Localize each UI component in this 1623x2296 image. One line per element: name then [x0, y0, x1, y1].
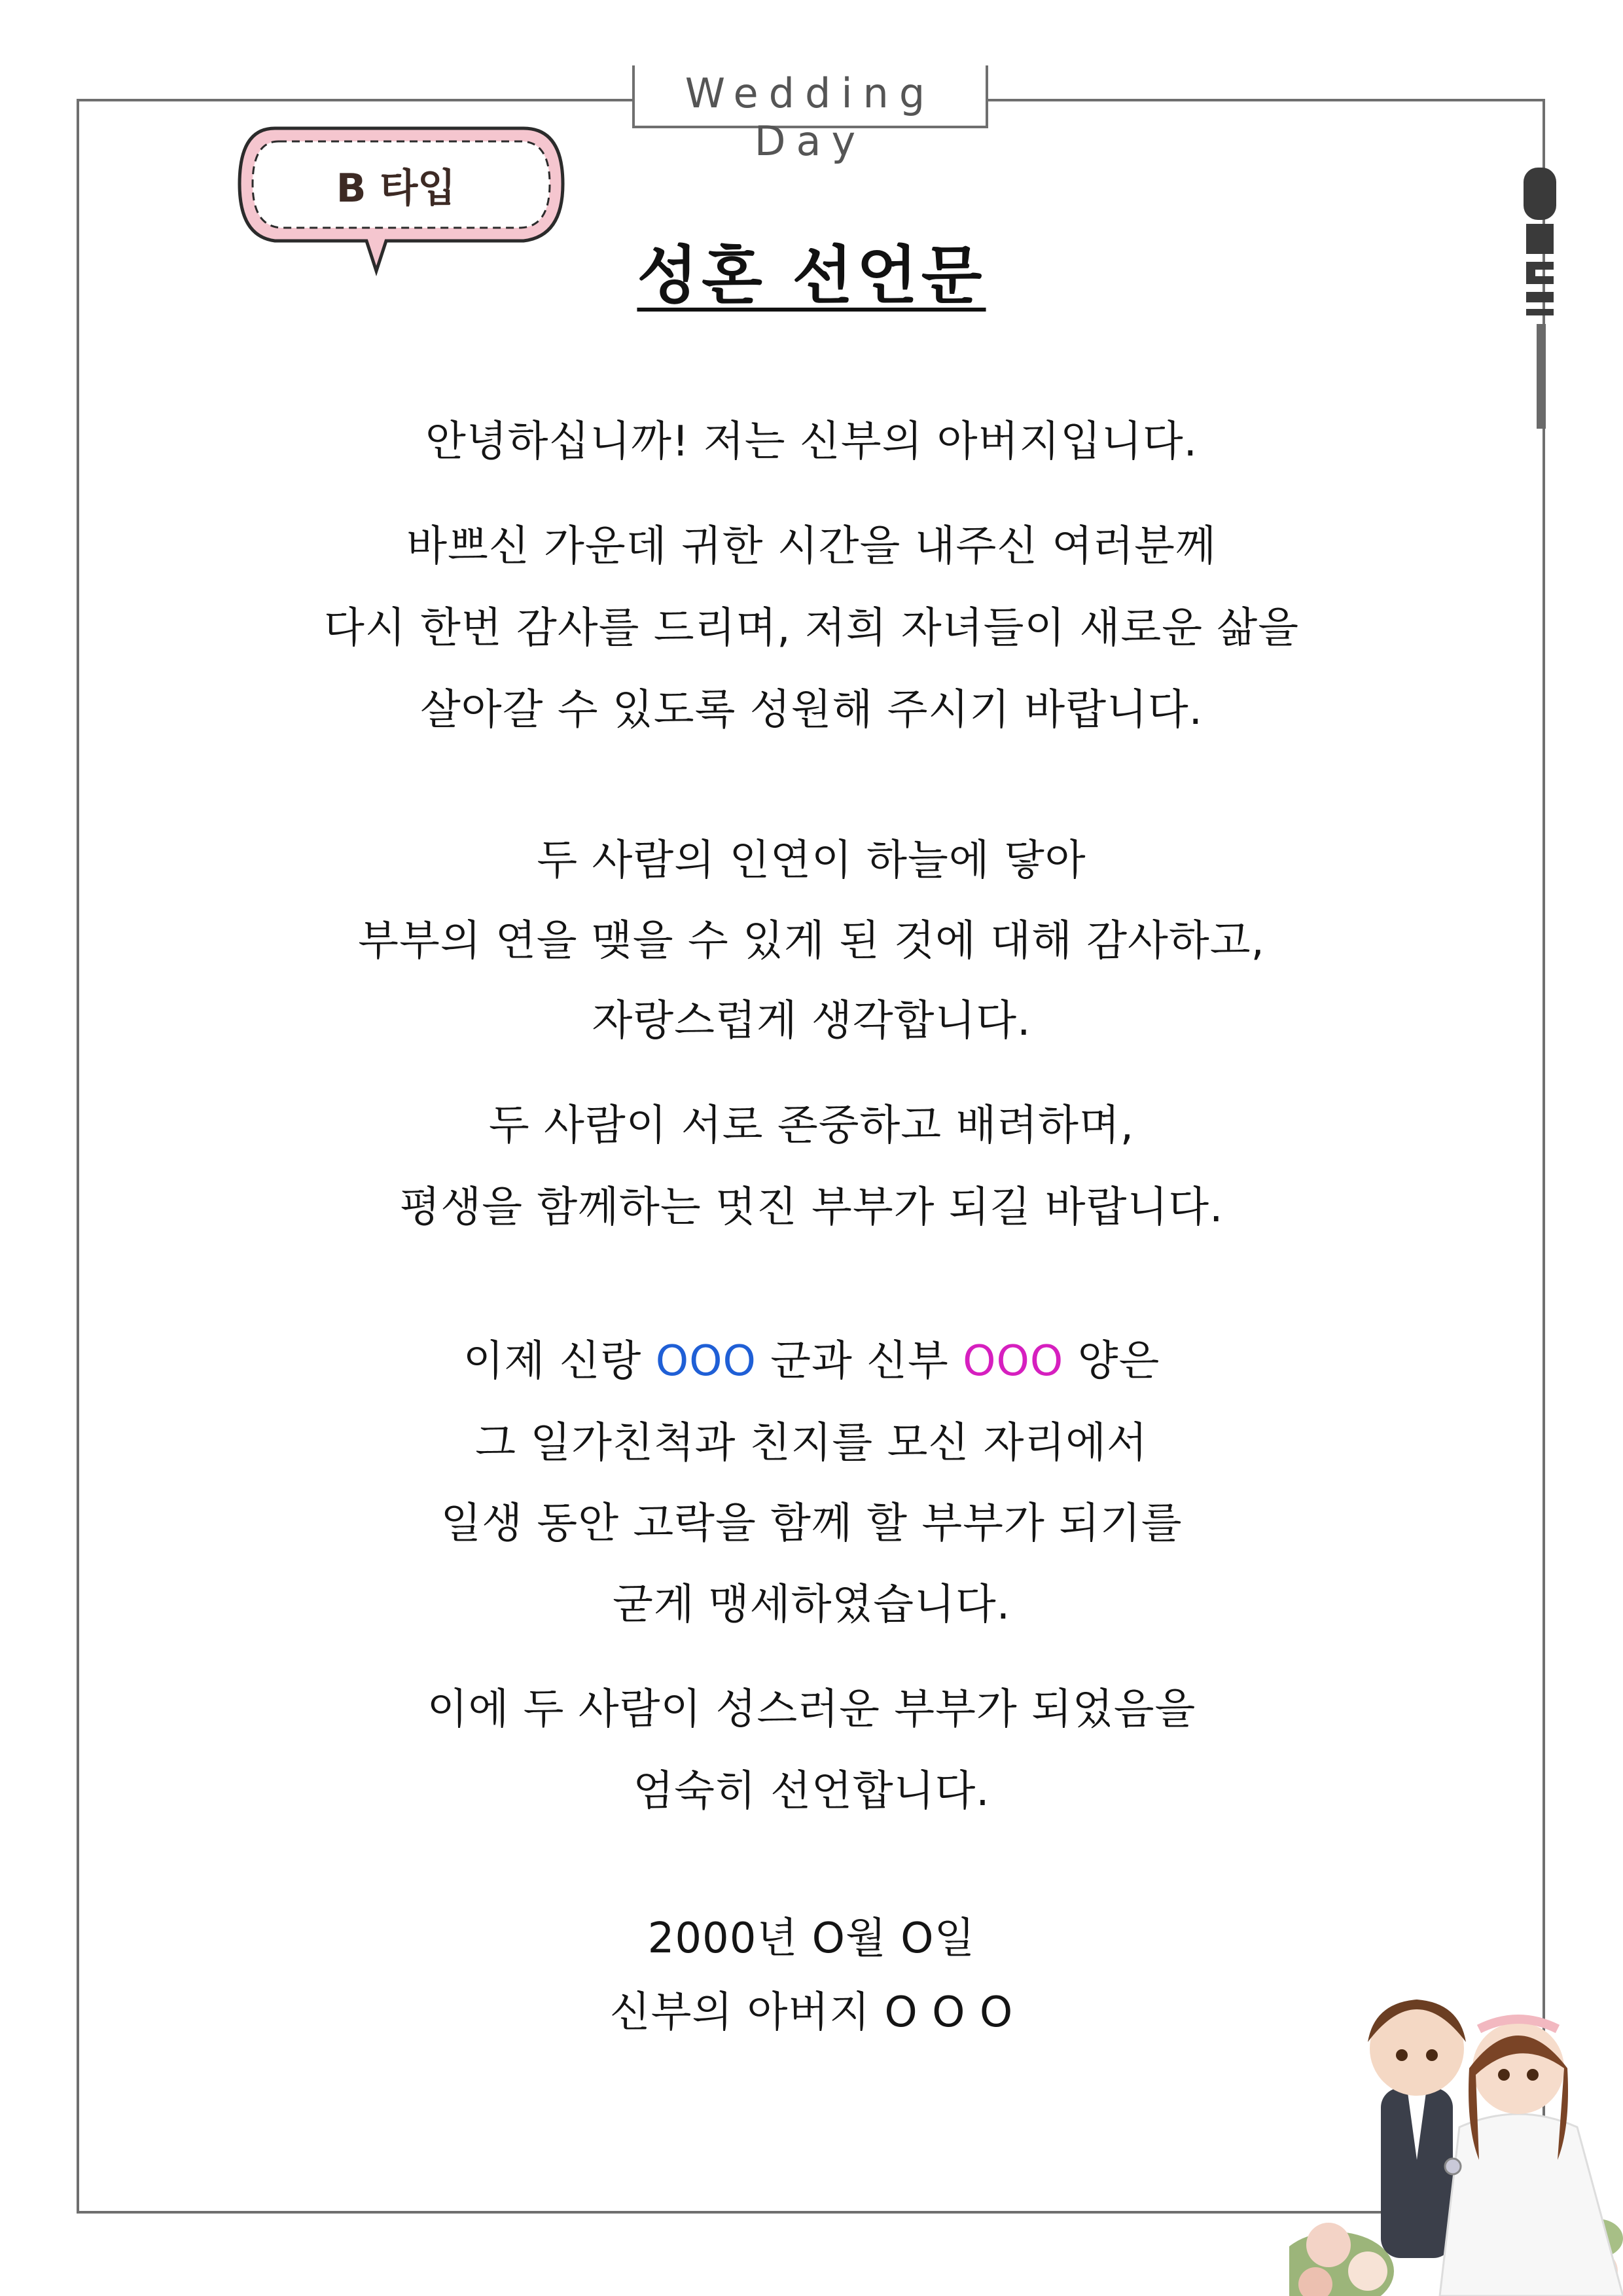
declaration-line-2: 엄숙히 선언합니다.: [633, 1767, 990, 1816]
thanks-line-3: 살아갈 수 있도록 성원해 주시기 바랍니다.: [419, 686, 1204, 734]
vow-line-2: 그 일가친척과 친지를 모신 자리에서: [475, 1419, 1148, 1467]
vow-line-4: 굳게 맹세하였습니다.: [612, 1581, 1011, 1629]
bride-figure: [1440, 2019, 1623, 2296]
vow-mid: 군과 신부: [756, 1337, 963, 1386]
blessing-line-2: 부부의 연을 맺을 수 있게 된 것에 대해 감사하고,: [358, 917, 1265, 965]
vow-post: 양은: [1063, 1337, 1160, 1386]
signature-signer: 신부의 아버지 O O O: [609, 1988, 1014, 2037]
declaration-line-1: 이에 두 사람이 성스러운 부부가 되었음을: [427, 1685, 1196, 1734]
thanks-line-2: 다시 한번 감사를 드리며, 저희 자녀들이 새로운 삶을: [323, 604, 1300, 653]
thanks-line-1: 바쁘신 가운데 귀한 시간을 내주신 여러분께: [406, 522, 1217, 571]
frame-label: [632, 65, 988, 165]
wish-line-1: 두 사람이 서로 존중하고 배려하며,: [488, 1102, 1135, 1150]
type-badge: B 타입: [336, 166, 456, 211]
vow-line-1: [0, 1335, 1623, 1388]
wish-line-2: 평생을 함께하는 멋진 부부가 되길 바랍니다.: [399, 1183, 1224, 1232]
frame-label-text: Wedding Day: [685, 69, 936, 165]
greeting-line: 안녕하십니까! 저는 신부의 아버지입니다.: [425, 418, 1198, 466]
blessing-line-1: 두 사람의 인연이 하늘에 닿아: [537, 836, 1086, 885]
page-title: 성혼 선언문: [637, 239, 986, 312]
wedding-couple-illustration: [1289, 1964, 1623, 2296]
blessing-line-3: 자랑스럽게 생각합니다.: [592, 997, 1031, 1045]
signature-date: 2000년 O월 O일: [647, 1914, 976, 1963]
vow-line-3: 일생 동안 고락을 함께 할 부부가 되기를: [440, 1499, 1183, 1548]
vow-pre: 이제 신랑: [463, 1337, 656, 1386]
groom-name: OOO: [655, 1337, 757, 1386]
ring-icon: [1445, 2159, 1461, 2174]
bride-name: OOO: [963, 1337, 1064, 1386]
